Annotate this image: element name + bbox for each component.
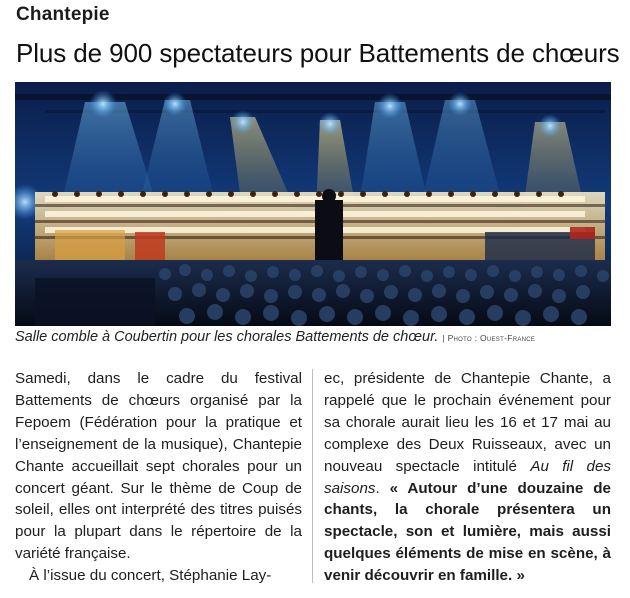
article-headline: Plus de 900 spectateurs pour Battements de chœurs <box>16 38 620 68</box>
concert-photo <box>15 82 611 326</box>
column-divider <box>312 369 313 583</box>
photo-credit: | Photo : Ouest-France <box>442 333 536 343</box>
paragraph-2: À l’issue du concert, Stéphanie Lay- <box>29 567 272 585</box>
caption-text: Salle comble à Coubertin pour les chorales Battements de chœur. <box>15 329 439 345</box>
photo-caption <box>15 329 615 345</box>
paragraph-3-text: ec, présidente de Chantepie Chante, a rappelé que le prochain événement pour sa chorale aurait lieu les 16 et 17 mai au complexe des Deux Ruisseaux, avec un nouveau spectacle intitulé <box>324 370 611 475</box>
paragraph-3-punct: . <box>375 479 390 497</box>
show-title: Au fil des saisons <box>324 457 611 497</box>
paragraph-3 <box>324 368 611 587</box>
quote: « Autour d’une douzaine de chants, la chorale présentera un spectacle, son et lumière, mais aussi quelques éléments de mise en scène, à venir découvrir en famille. » <box>324 479 611 585</box>
paragraph-1: Samedi, dans le cadre du festival Battements de chœurs organisé par la Fepoem (Fédération pour la pratique et l’enseignement de la musique), Chantepie Chante accueillait sept chorales pour un concert géant. Sur le thème de Coup de soleil, elles ont interprété des titres puisés pour la plupart dans le répertoire de la variété française. <box>15 370 302 563</box>
article-column-1 <box>15 368 302 587</box>
article-column-2 <box>324 368 611 587</box>
concert-photo-illustration <box>15 82 611 326</box>
section-kicker: Chantepie <box>16 4 110 25</box>
